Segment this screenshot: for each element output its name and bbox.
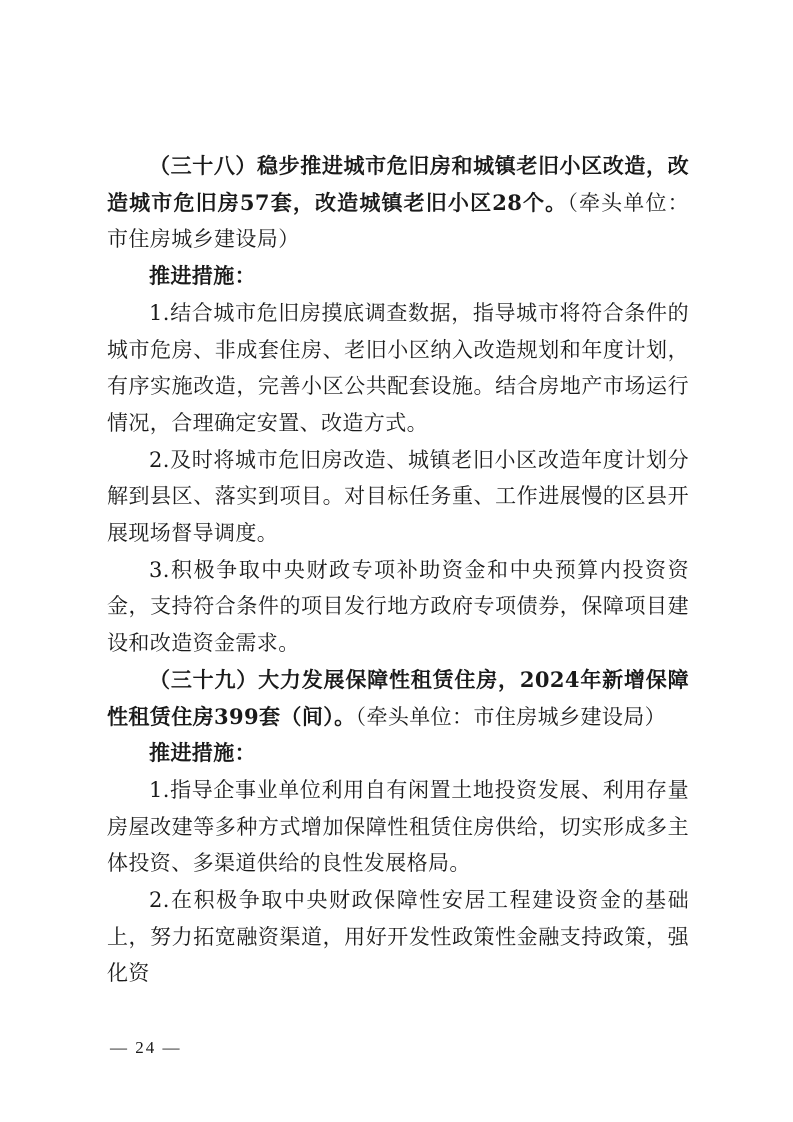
section-38-title: （三十八）稳步推进城市危旧房和城镇老旧小区改造，改造城市危旧房57套，改造城镇老旧小区28个。 [107,153,689,215]
section-38-measures-label: 推进措施： [149,263,256,289]
section-39-measure-1: 1.指导企事业单位利用自有闲置土地投资发展、利用存量房屋改建等多种方式增加保障性租赁住房供给，切实形成多主体投资、多渠道供给的良性发展格局。 [107,777,689,876]
section-39-heading [107,662,689,735]
section-39-measure-2: 2.在积极争取中央财政保障性安居工程建设资金的基础上，努力拓宽融资渠道，用好开发性政策性金融支持政策，强化资 [107,888,689,986]
section-38-heading [107,148,689,258]
section-38-measure-3: 3.积极争取中央财政专项补助资金和中央预算内投资资金，支持符合条件的项目发行地方政府专项债券，保障项目建设和改造资金需求。 [107,557,689,656]
section-38-measure-2: 2.及时将城市危旧房改造、城镇老旧小区改造年度计划分解到县区、落实到项目。对目标任务重、工作进展慢的区县开展现场督导调度。 [107,447,689,546]
section-38-lead-unit: （牵头单位：市住房城乡建设局） [107,190,689,252]
section-39-measures-label: 推进措施： [149,740,256,766]
section-39-lead-unit: （牵头单位：市住房城乡建设局） [355,704,667,729]
page-number: — 24 — [110,1038,182,1057]
page-content [107,148,689,992]
section-39-title: （三十九）大力发展保障性租赁住房，2024年新增保障性租赁住房399套（间）。 [107,666,689,729]
section-38-measure-1: 1.结合城市危旧房摸底调查数据，指导城市将符合条件的城市危房、非成套住房、老旧小区纳入改造规划和年度计划，有序实施改造，完善小区公共配套设施。结合房地产市场运行情况，合理确定安置、改造方式。 [107,300,689,435]
